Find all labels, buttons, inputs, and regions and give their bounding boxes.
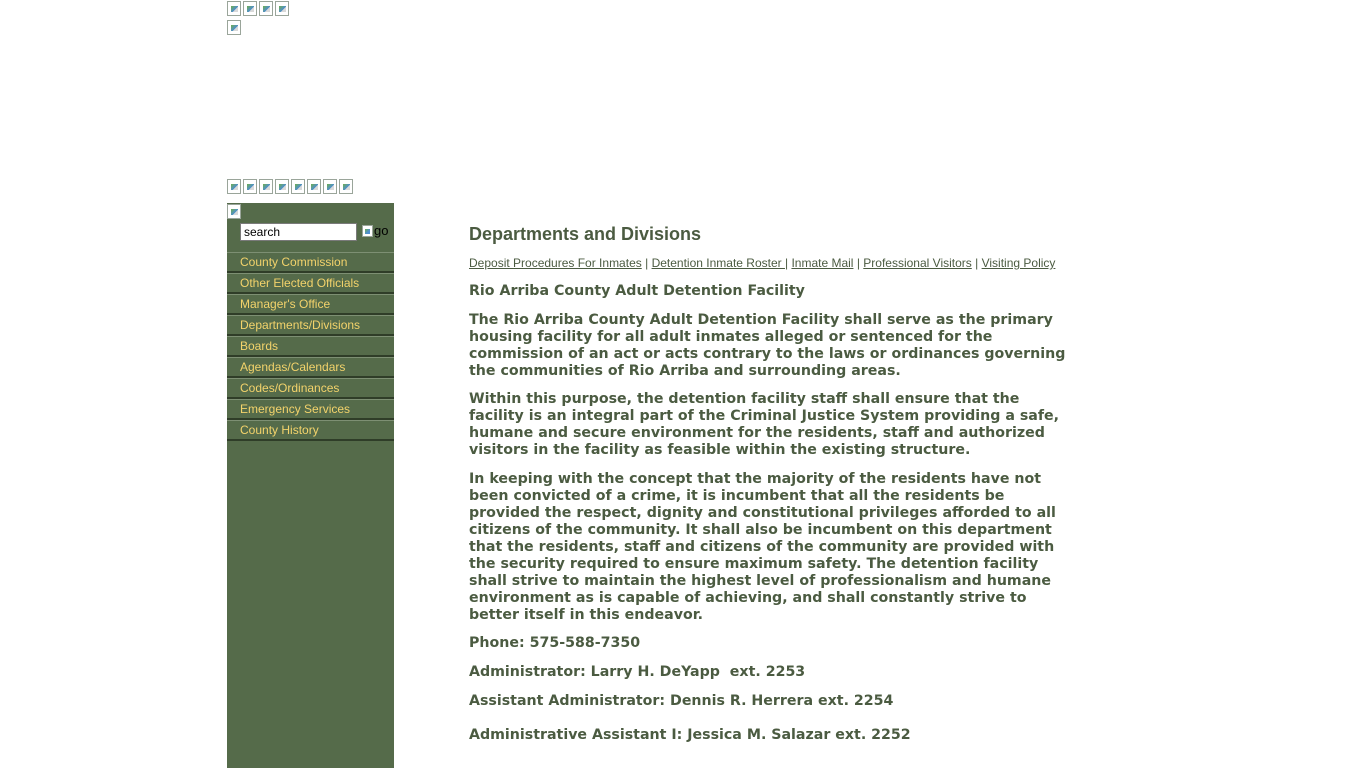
- section-links: [469, 256, 1069, 270]
- link-separator: |: [975, 256, 979, 270]
- link-separator: |: [645, 256, 649, 270]
- top-nav-image-link[interactable]: [259, 179, 273, 194]
- sidebar-link-emergency-services[interactable]: Emergency Services: [240, 402, 351, 416]
- top-nav-image-link[interactable]: [291, 179, 305, 194]
- sidebar-item: [227, 420, 394, 441]
- link-separator: |: [856, 256, 860, 270]
- sidebar-item: [227, 378, 394, 399]
- go-button-label: go: [374, 223, 389, 238]
- link-inmate-mail[interactable]: Inmate Mail: [791, 256, 854, 270]
- facility-heading: Rio Arriba County Adult Detention Facility: [469, 283, 805, 299]
- go-image-icon: [362, 225, 373, 237]
- sidebar-item: [227, 273, 394, 294]
- link-visiting-policy[interactable]: Visiting Policy: [981, 256, 1056, 270]
- sidebar-item: [227, 357, 394, 378]
- top-nav-image-link[interactable]: [323, 179, 337, 194]
- administrator-contact: Administrator: Larry H. DeYapp ext. 2253: [469, 664, 806, 680]
- sidebar-nav: [227, 252, 394, 441]
- top-nav-image-link[interactable]: [307, 179, 321, 194]
- paragraph-purpose: Within this purpose, the detention facility staff shall ensure that the facility is an integral part of the Criminal Justice System providing a safe, humane and secure environment for the residents, staff and authorized visitors in the facility as feasible within the existing structure.: [469, 391, 1060, 458]
- sidebar-link-other-elected-officials[interactable]: Other Elected Officials: [240, 276, 360, 290]
- sidebar-item: [227, 336, 394, 357]
- link-inmate-roster[interactable]: Detention Inmate Roster: [651, 256, 785, 270]
- banner-image: [227, 20, 241, 35]
- administrative-assistant-contact: Administrative Assistant I: Jessica M. Salazar ext. 2252: [469, 727, 911, 743]
- sidebar-link-county-history[interactable]: County History: [240, 423, 319, 437]
- main-content: [469, 222, 1069, 744]
- go-button[interactable]: [362, 223, 394, 240]
- sidebar-link-county-commission[interactable]: County Commission: [240, 255, 348, 269]
- top-nav-image-link[interactable]: [275, 179, 289, 194]
- link-professional-visitors[interactable]: Professional Visitors: [863, 256, 972, 270]
- header-image: [259, 1, 273, 16]
- header-image: [227, 1, 241, 16]
- assistant-administrator-contact: Assistant Administrator: Dennis R. Herrera ext. 2254: [469, 693, 894, 709]
- sidebar-link-managers-office[interactable]: Manager's Office: [240, 297, 331, 311]
- header-image: [243, 1, 257, 16]
- sidebar-item: [227, 294, 394, 315]
- search-input[interactable]: [240, 223, 357, 241]
- top-nav-image-link[interactable]: [339, 179, 353, 194]
- sidebar-link-departments-divisions[interactable]: Departments/Divisions: [240, 318, 361, 332]
- paragraph-concept: In keeping with the concept that the majority of the residents have not been convicted of a crime, it is incumbent that all the residents be provided the respect, dignity and constitutional privileges afforded to all citizens of the community. It shall also be incumbent on this department that the residents, staff and citizens of the community are provided with the security required to ensure maximum safety. The detention facility shall strive to maintain the highest level of professionalism and humane environment as is capable of achieving, and shall constantly strive to better itself in this endeavor.: [469, 471, 1056, 623]
- sidebar-link-codes-ordinances[interactable]: Codes/Ordinances: [240, 381, 340, 395]
- sidebar-item: [227, 315, 394, 336]
- link-deposit-procedures[interactable]: Deposit Procedures For Inmates: [469, 256, 642, 270]
- top-nav-image-link[interactable]: [227, 179, 241, 194]
- sidebar-item: [227, 399, 394, 420]
- sidebar-link-agendas-calendars[interactable]: Agendas/Calendars: [240, 360, 346, 374]
- header-image: [275, 1, 289, 16]
- sidebar-header-image: [227, 204, 241, 219]
- page-title: Departments and Divisions: [469, 224, 702, 244]
- sidebar-link-boards[interactable]: Boards: [240, 339, 279, 353]
- phone-number: Phone: 575-588-7350: [469, 635, 641, 651]
- sidebar-item: [227, 252, 394, 273]
- top-nav-image-link[interactable]: [243, 179, 257, 194]
- link-separator: |: [784, 256, 789, 270]
- paragraph-mission: The Rio Arriba County Adult Detention Facility shall serve as the primary housing facility for all adult inmates alleged or sentenced for the commission of an act or acts contrary to the laws or ordinances governing the communities of Rio Arriba and surrounding areas.: [469, 312, 1066, 379]
